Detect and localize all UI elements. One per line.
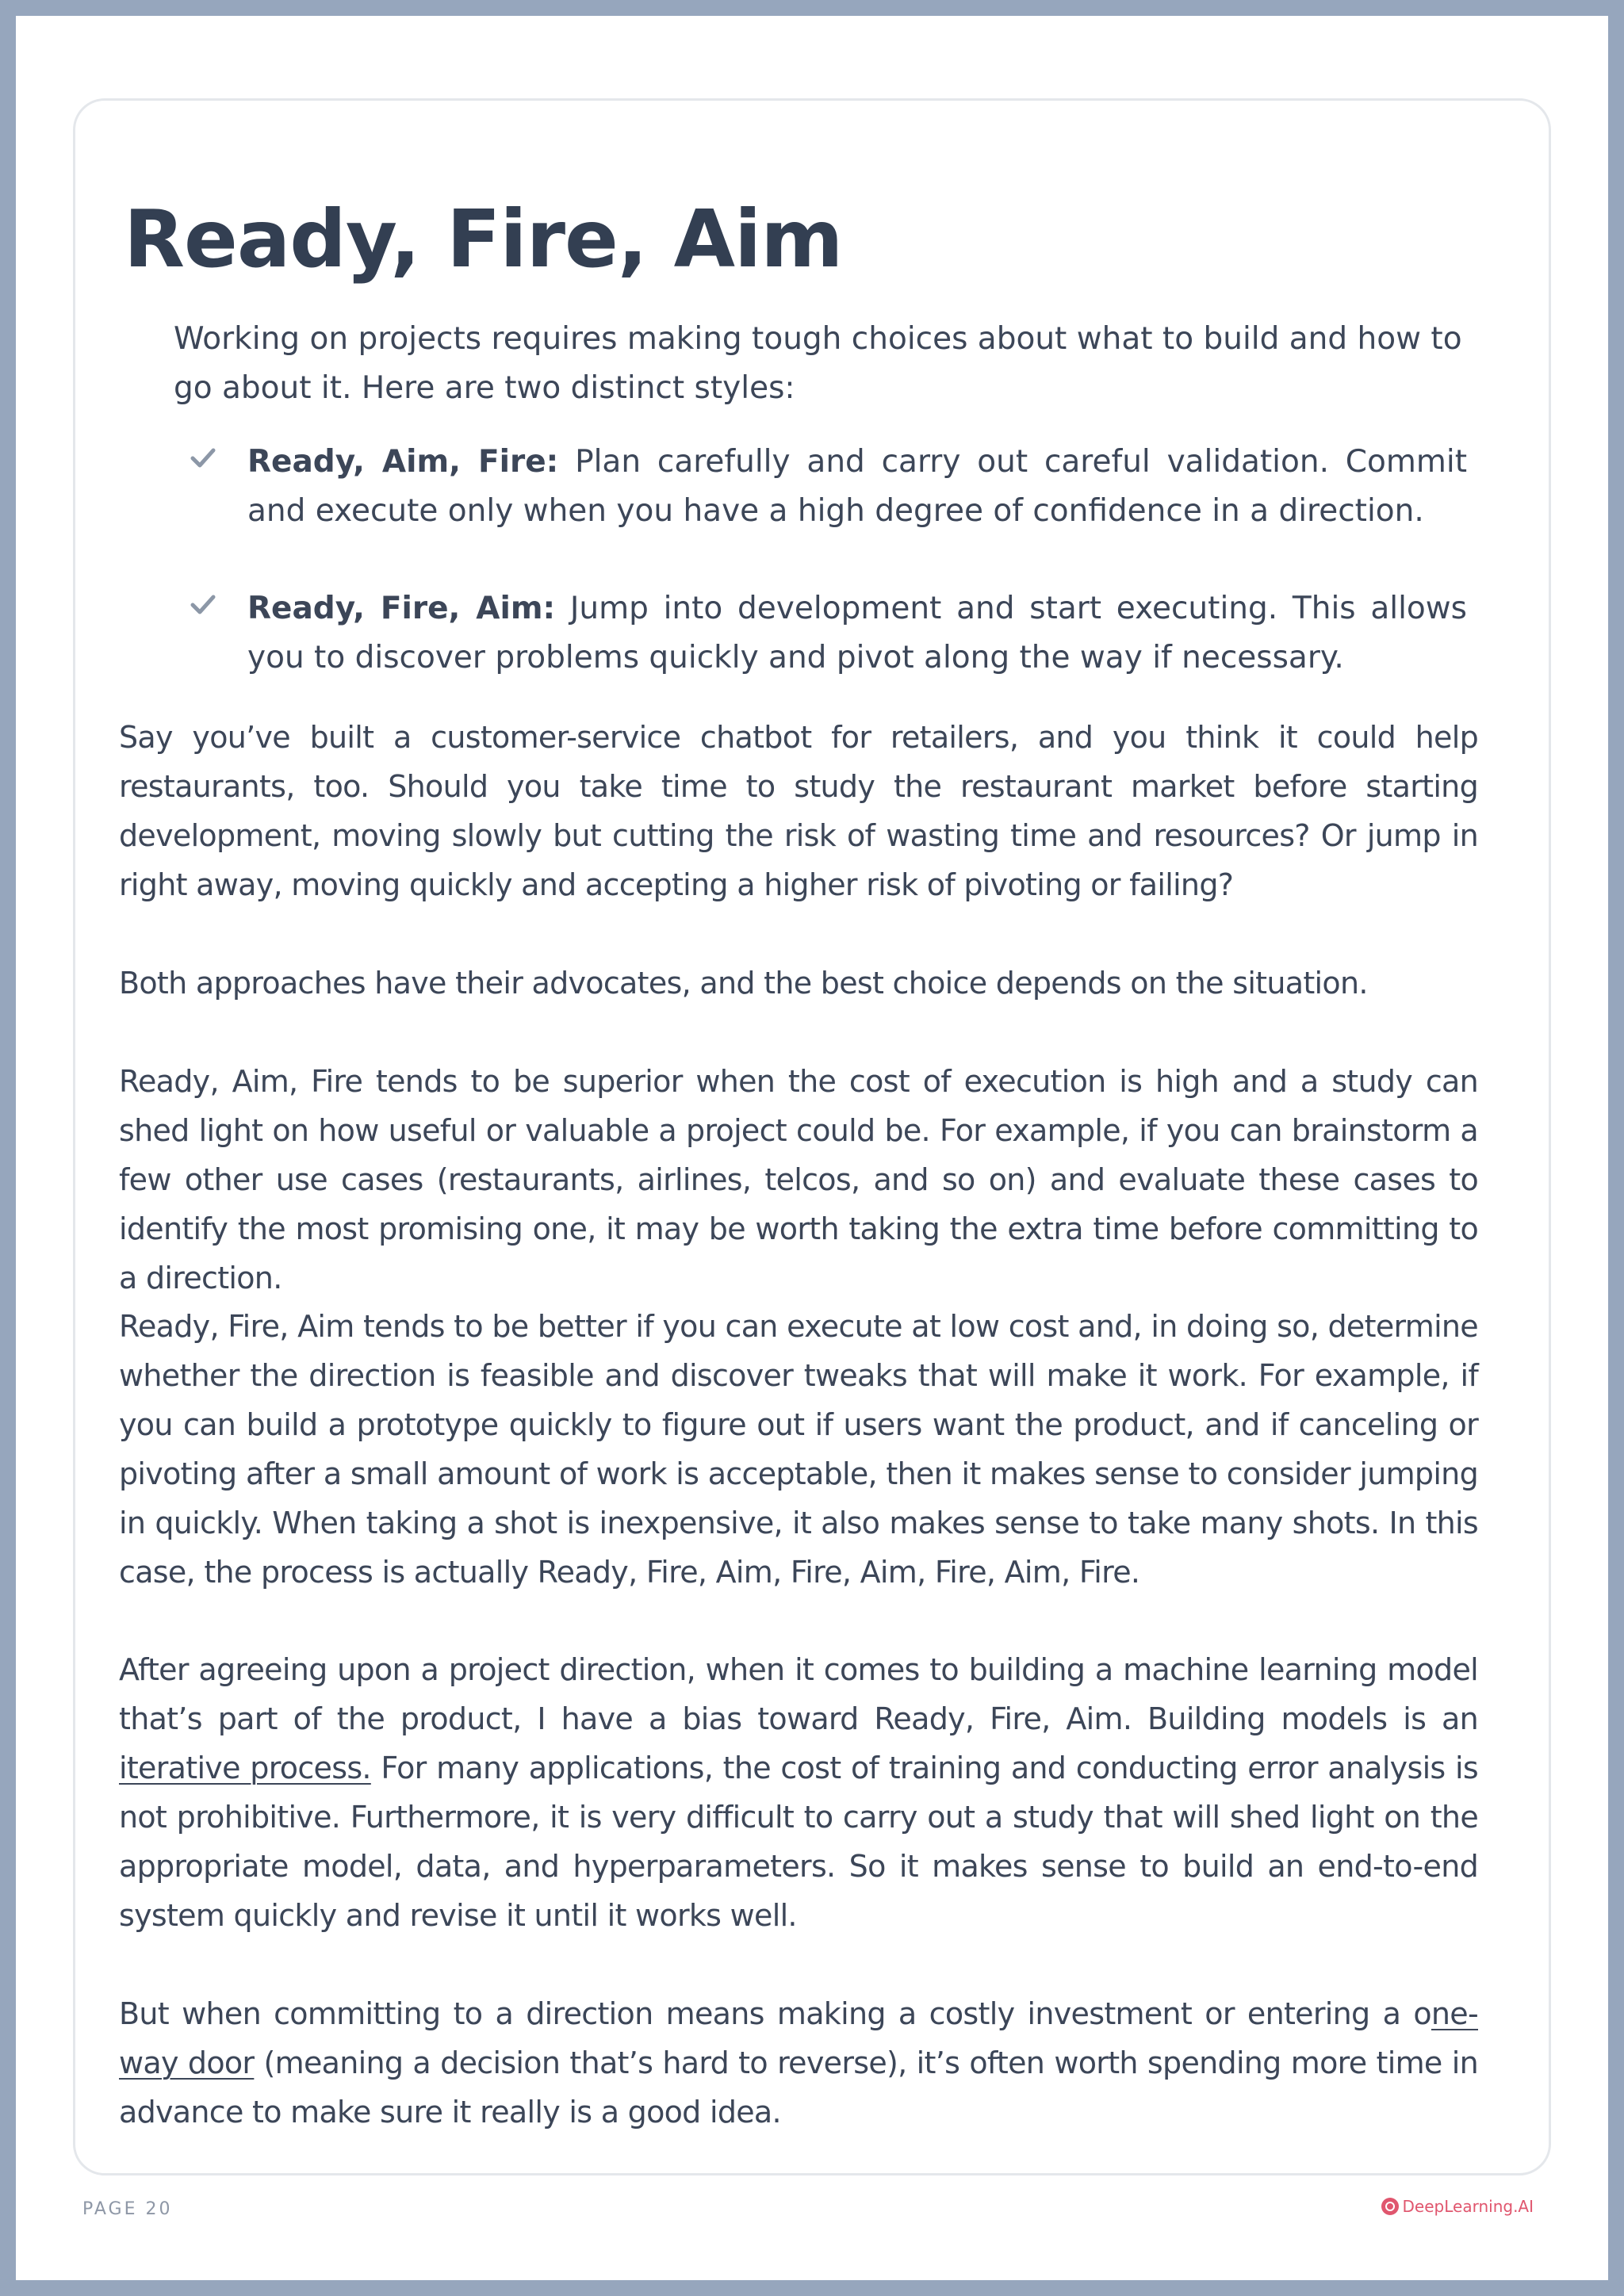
brand-logo	[1381, 2197, 1534, 2216]
paragraph-text: For many applications, the cost of training and conducting error analysis is not prohibitive. Furthermore, it is very difficult to carry out a study that will shed light on the appropriate model, data, and hyperparameters. So it makes sense to build an end-to-end system quickly and revise it until it works well.	[119, 1751, 1478, 1933]
bullet-label: Ready, Fire, Aim:	[247, 591, 556, 626]
bullet-text	[247, 438, 1467, 536]
paragraph-chatbot-example: Say you’ve built a customer-service chatbot for retailers, and you think it could help restaurants, too. Should you take time to study the restaurant market before starting development, moving slowly but cutting the risk of wasting time and resources? Or jump in right away, moving quickly and accepting a higher risk of pivoting or failing?	[119, 720, 1478, 902]
iterative-process-link[interactable]: iterative process.	[119, 1751, 371, 1785]
bullet-description: Jump into development and start executing. This allows you to discover problems quickly and pivot along the way if necessary.	[247, 591, 1468, 675]
paragraph-ready-aim-fire: Ready, Aim, Fire tends to be superior when the cost of execution is high and a study can shed light on how useful or valuable a project could be. For example, if you can brainstorm a few other use cases (restaurants, airlines, telcos, and so on) and evaluate these cases to identify the most promising one, it may be worth taking the extra time before committing to a direction.	[119, 1064, 1478, 1295]
brand-name: DeepLearning.AI	[1402, 2197, 1534, 2216]
page-title: Ready, Fire, Aim	[124, 193, 843, 285]
paragraph-text: After agreeing upon a project direction, when it comes to building a machine learning model that’s part of the product, I have a bias toward Ready, Fire, Aim. Building models is an	[119, 1652, 1478, 1736]
bullet-description: Plan carefully and carry out careful validation. Commit and execute only when you have a high degree of confidence in a direction.	[247, 444, 1468, 529]
paragraph-ready-fire-aim: Ready, Fire, Aim tends to be better if you can execute at low cost and, in doing so, determine whether the direction is feasible and discover tweaks that will make it work. For example, if you can build a prototype quickly to figure out if users want the product, and if canceling or pivoting after a small amount of work is acceptable, then it makes sense to consider jumping in quickly. When taking a shot is inexpensive, it also makes sense to take many shots. In this case, the process is actually Ready, Fire, Aim, Fire, Aim, Fire, Aim, Fire.	[119, 1309, 1478, 1590]
paragraph-one-way-door	[119, 1989, 1478, 2137]
bullet-label: Ready, Aim, Fire:	[247, 444, 559, 480]
deeplearning-logo-icon	[1381, 2197, 1400, 2216]
bullet-text	[247, 584, 1467, 683]
one-way-door-link[interactable]: ne-way door	[119, 1996, 1478, 2080]
page-number: PAGE 20	[82, 2199, 173, 2219]
check-icon	[190, 587, 216, 619]
paragraph-text: (meaning a decision that’s hard to reverse), it’s often worth spending more time in advance to make sure it really is a good idea.	[119, 2045, 1479, 2130]
paragraph-ml-models	[119, 1645, 1478, 1940]
check-icon	[190, 441, 216, 473]
paragraph-both-approaches: Both approaches have their advocates, and the best choice depends on the situation.	[119, 966, 1368, 1001]
intro-paragraph: Working on projects requires making tough choices about what to build and how to go about it. Here are two distinct styles:	[174, 321, 1462, 406]
paragraph-text: But when committing to a direction means making a costly investment or entering a o	[119, 1996, 1431, 2031]
